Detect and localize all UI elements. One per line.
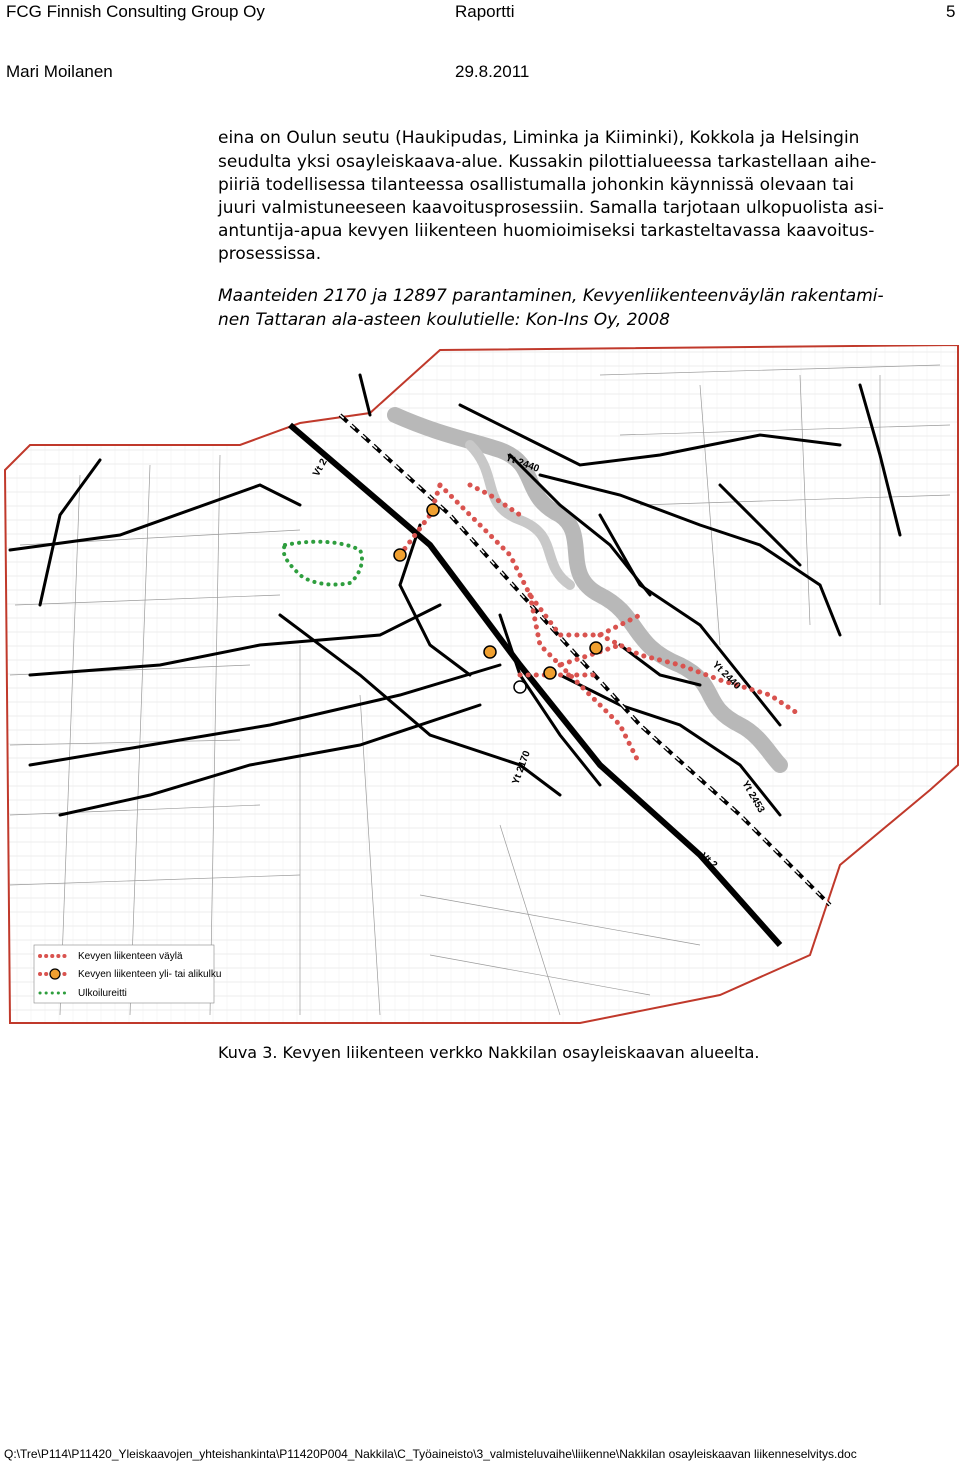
- road-label: Yt 2453: [739, 779, 767, 815]
- citation-line: Maanteiden 2170 ja 12897 parantaminen, Kevyenliikenteenväylän rakentami-: [218, 286, 884, 306]
- page-number: 5: [946, 2, 956, 21]
- paragraph-line: antuntija-apua kevyen liikenteen huomioimiseksi tarkasteltavassa kaavoitus-: [218, 221, 875, 241]
- paragraph-line: prosessissa.: [218, 244, 322, 264]
- document-date: 29.8.2011: [455, 62, 530, 81]
- figure-caption: Kuva 3. Kevyen liikenteen verkko Nakkilan osayleiskaavan alueelta.: [218, 1043, 760, 1062]
- company-name: FCG Finnish Consulting Group Oy: [6, 2, 265, 21]
- road-label: Yt 2170: [510, 749, 533, 787]
- document-type: Raportti: [455, 2, 515, 21]
- road-label: Yt 2440: [503, 452, 541, 475]
- paragraph-line: eina on Oulun seutu (Haukipudas, Liminka ja Kiiminki), Kokkola ja Helsingin: [218, 128, 860, 148]
- legend-label: Kevyen liikenteen yli- tai alikulku: [78, 969, 222, 980]
- paragraph-line: seudulta yksi osayleiskaava-alue. Kussakin pilottialueessa tarkastellaan aihe-: [218, 152, 877, 172]
- light-traffic-network-map: [0, 345, 960, 1025]
- paragraph-line: piiriä todellisessa tilanteessa osallistumalla johonkin käynnissä olevaan tai: [218, 175, 855, 195]
- road-label: Vt 2: [698, 850, 720, 872]
- road-label: Yt 2440: [709, 659, 743, 692]
- author-name: Mari Moilanen: [6, 62, 113, 81]
- legend-label: Ulkoilureitti: [78, 988, 127, 999]
- road-label: Vt 2: [311, 457, 330, 479]
- citation-line: nen Tattaran ala-asteen koulutielle: Kon-Ins Oy, 2008: [218, 310, 670, 330]
- legend-label: Kevyen liikenteen väylä: [78, 951, 183, 962]
- paragraph-line: juuri valmistuneeseen kaavoitusprosessiin. Samalla tarjotaan ulkopuolista asi-: [218, 198, 884, 218]
- map-legend: [34, 945, 221, 1003]
- file-path-footer: Q:\Tre\P114\P11420_Yleiskaavojen_yhteishankinta\P11420P004_Nakkila\C_Työaineisto\3_valmisteluvaihe\liikenne\Nakkilan osayleiskaavan liikenneselvitys.doc: [4, 1447, 857, 1461]
